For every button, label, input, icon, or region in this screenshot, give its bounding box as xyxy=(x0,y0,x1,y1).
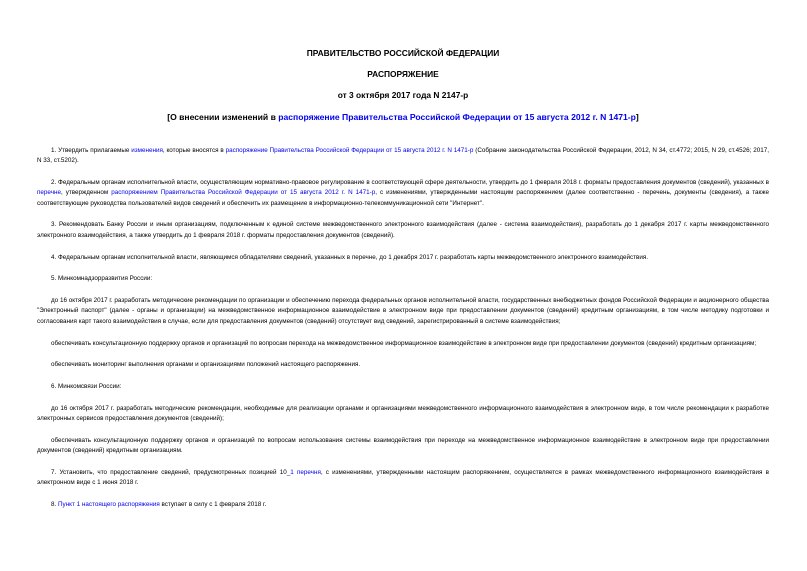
paragraph-8 xyxy=(37,500,769,510)
paragraph-8-link-item[interactable]: Пункт 1 настоящего распоряжения xyxy=(58,501,160,509)
paragraph-2-text-a: 2. Федеральным органам исполнительной власти, осуществляющим нормативно-правовое регулирование в соответствующей сфере деятельности, утвердить до 1 февраля 2018 г. форматы предоставления документов (сведений), указанных в xyxy=(51,179,769,187)
title-prefix: [О внесении изменений в xyxy=(167,112,279,122)
paragraph-3: 3. Рекомендовать Банку России и иным организациям, подключенным к единой системе межведомственного электронного взаимодействия (далее - система взаимодействия), разработать до 1 декабря 2017 г. карты межведомственного электронного взаимодействия, а также утвердить до 1 февраля 2018 г. форматы предоставления документов (сведений). xyxy=(37,221,769,239)
document-body xyxy=(37,146,769,511)
paragraph-7-text-a: 7. Установить, что предоставление сведений, предусмотренных позицией 10 xyxy=(51,469,287,477)
paragraph-5: 5. Минкомнадзорразвития России: xyxy=(51,275,153,283)
authority-heading: ПРАВИТЕЛЬСТВО РОССИЙСКОЙ ФЕДЕРАЦИИ xyxy=(306,48,500,58)
paragraph-7 xyxy=(37,468,769,489)
paragraph-1-link-order[interactable]: распоряжение Правительства Российской Федерации от 15 августа 2012 г. N 1471-р xyxy=(225,147,474,154)
paragraph-2 xyxy=(37,178,769,209)
date-number-heading: от 3 октября 2017 года N 2147-р xyxy=(337,90,469,100)
paragraph-6: 6. Минкомсвязи России: xyxy=(51,383,122,391)
paragraph-1-text-b: , которые вносятся в xyxy=(162,147,226,154)
paragraph-1-text-a: 1. Утвердить прилагаемые xyxy=(51,147,132,154)
paragraph-1-text-c: (Собрание законодательства Российской Федерации, 2012, N 34, ст.4772; 2015, N 29, ст.4526; 2017, N 33, ст.5202). xyxy=(37,147,769,165)
paragraph-6-item-b: обеспечивать консультационную поддержку органов и организаций по вопросам использования системы взаимодействия при переходе на межведомственное информационное взаимодействие в электронном виде при предоставлении документов (сведений) кредитным организациям. xyxy=(37,437,769,455)
paragraph-2-link-list[interactable]: перечне xyxy=(37,189,61,197)
paragraph-2-text-b: , утвержденном xyxy=(60,189,112,197)
title-suffix: ] xyxy=(635,112,639,122)
paragraph-5-item-c: обеспечивать мониторинг выполнения органами и организациями положений настоящего распоряжения. xyxy=(51,361,361,369)
document-page xyxy=(37,38,769,511)
paragraph-1-link-changes[interactable]: изменения xyxy=(131,147,163,154)
paragraph-6-item-a: до 16 октября 2017 г. разработать методические рекомендации, необходимые для реализации органами и организациями межведомственного информационного взаимодействия в электронном виде, в том числе рекомендации к разработке электронных сервисов предоставления документов (сведений); xyxy=(37,404,769,423)
paragraph-8-text-b: вступает в силу с 1 февраля 2018 г. xyxy=(159,501,267,509)
paragraph-2-text-c: , с изменениями, утвержденными настоящим распоряжением (далее соответственно - перечень, документы (сведения), а также соответствующие руководства пользователей видов сведений и обеспечить их размещение в информационно-телекоммуникационной сети "Интернет". xyxy=(37,189,770,207)
document-type-heading: РАСПОРЯЖЕНИЕ xyxy=(367,69,439,79)
paragraph-5-item-b: обеспечивать консультационную поддержку органов и организаций по вопросам перехода на межведомственное информационное взаимодействие в электронном виде при предоставлении документов (сведений) кредитным организациям; xyxy=(51,339,757,347)
paragraph-8-text-a: 8. xyxy=(51,501,59,509)
paragraph-7-link-list[interactable]: _1 перечня xyxy=(286,469,321,477)
paragraph-1 xyxy=(37,146,769,167)
paragraph-2-link-order[interactable]: распоряжением Правительства Российской Федерации от 15 августа 2012 г. N 1471-р xyxy=(111,189,376,197)
title-link[interactable]: распоряжение Правительства Российской Федерации от 15 августа 2012 г. N 1471-р xyxy=(278,112,636,122)
paragraph-4: 4. Федеральным органам исполнительной власти, являющимся обладателями сведений, указанных в перечне, до 1 декабря 2017 г. разработать карты межведомственного электронного взаимодействия. xyxy=(51,253,649,261)
document-title xyxy=(37,112,769,123)
paragraph-5-item-a: до 16 октября 2017 г. разработать методические рекомендации по организации и обеспечению перехода федеральных органов исполнительной власти, государственных внебюджетных фондов Российской Федерации и акционерного общества "Электронный паспорт" (далее - органы и организации) на межведомственное информационное взаимодействие в электронном виде при предоставлении документов (сведений) кредитным организациям, в том числе методику подготовки и согласования карт такого взаимодействия в случае, если для предоставления документов (сведений) отсутствует вид сведений, зарегистрированный в системе взаимодействия; xyxy=(37,297,769,325)
paragraph-7-text-b: , с изменениями, утвержденными настоящим распоряжением, осуществляется в рамках межведомственного информационного взаимодействия в электронном виде с 1 июня 2018 г. xyxy=(37,469,769,487)
